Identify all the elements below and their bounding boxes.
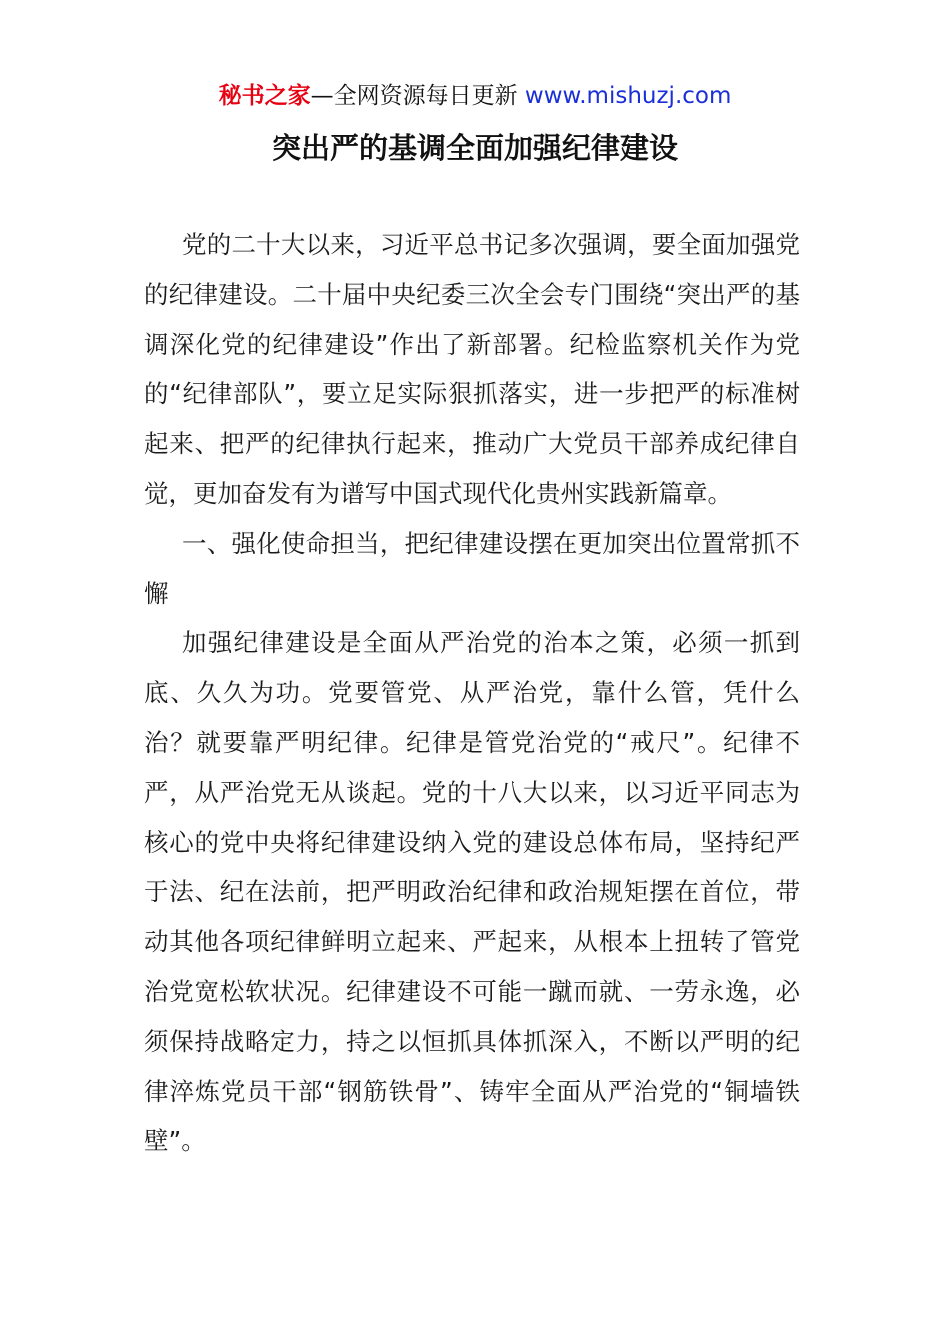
body-paragraph: 加强纪律建设是全面从严治党的治本之策，必须一抓到底、久久为功。党要管党、从严治党，靠什么管，凭什么治？就要靠严明纪律。纪律是管党治党的“戒尺”。纪律不严，从严治党无从谈起。党的十八大以来，以习近平同志为核心的党中央将纪律建设纳入党的建设总体布局，坚持纪严于法、纪在法前，把严明政治纪律和政治规矩摆在首位，带动其他各项纪律鲜明立起来、严起来，从根本上扭转了管党治党宽松软状况。纪律建设不可能一蹴而就、一劳永逸，必须保持战略定力，持之以恒抓具体抓深入，不断以严明的纪律淬炼党员干部“钢筋铁骨”、铸牢全面从严治党的“铜墙铁壁”。 — [144, 628, 800, 1156]
section-heading: 一、强化使命担当，把纪律建设摆在更加突出位置常抓不懈 — [144, 528, 800, 608]
document-title: 突出严的基调全面加强纪律建设 — [271, 131, 678, 165]
site-header — [0, 80, 950, 112]
intro-paragraph: 党的二十大以来，习近平总书记多次强调，要全面加强党的纪律建设。二十届中央纪委三次全会专门围绕“突出严的基调深化党的纪律建设”作出了新部署。纪检监察机关作为党的“纪律部队”，要立足实际狠抓落实，进一步把严的标准树起来、把严的纪律执行起来，推动广大党员干部养成纪律自觉，更加奋发有为谱写中国式现代化贵州实践新篇章。 — [144, 230, 800, 508]
brand-name: 秘书之家 — [218, 83, 311, 109]
header-tagline: —全网资源每日更新 — [310, 83, 518, 109]
document-body — [144, 220, 800, 1166]
site-url-link[interactable]: www.mishuzj.com — [524, 83, 732, 109]
